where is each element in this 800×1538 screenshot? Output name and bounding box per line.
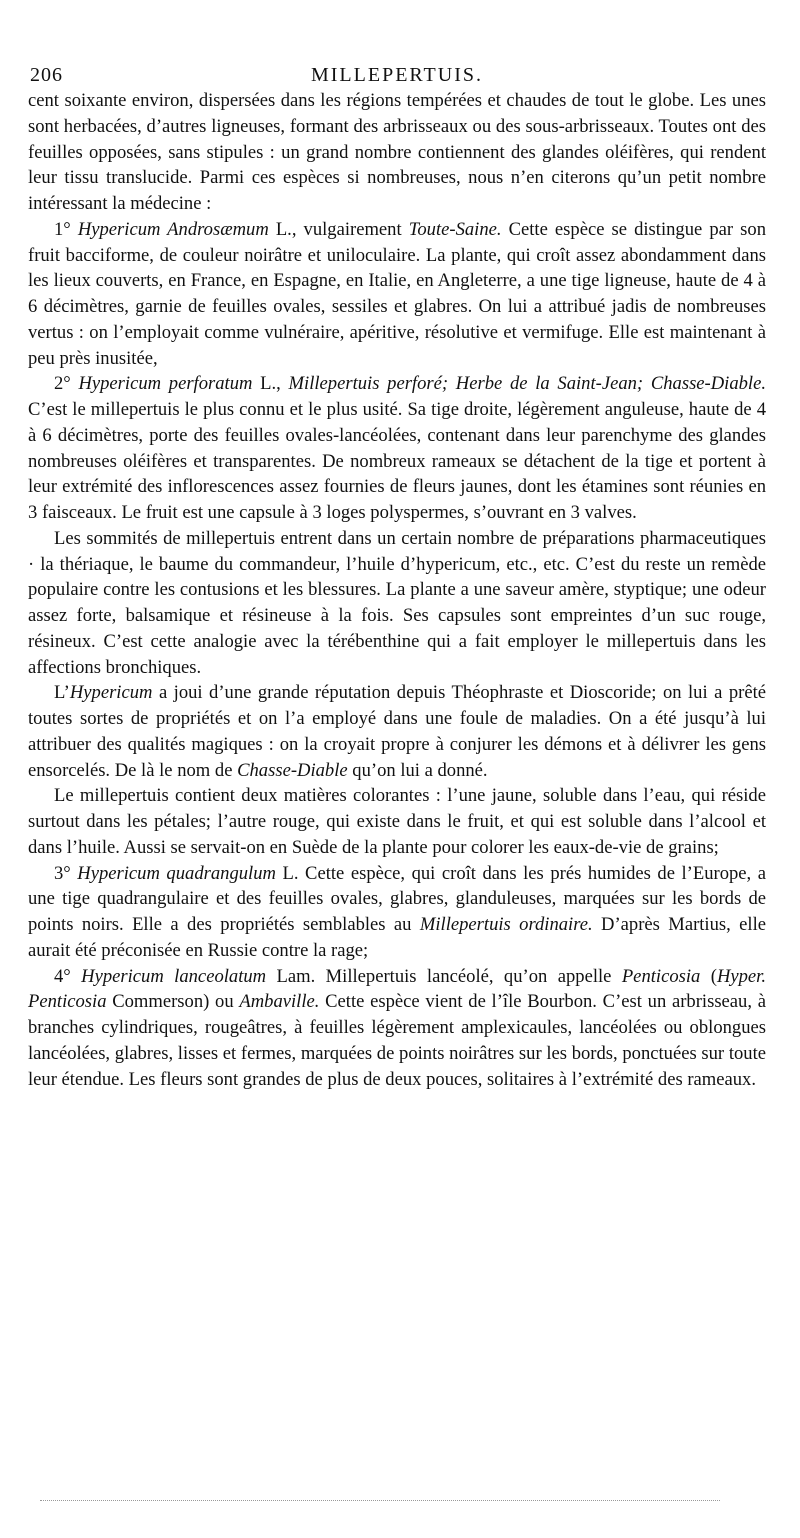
- paragraph: [28, 217, 766, 372]
- paragraph: [28, 964, 766, 1093]
- text-run: D’après Martius, elle aurait été préconisée en Russie contre la rage;: [28, 914, 767, 961]
- footer-rule: [40, 1500, 720, 1501]
- italic-text: Hyper. Penticosia: [28, 965, 766, 1013]
- italic-text: Hypericum Androsæmum: [77, 218, 269, 240]
- text-run: C’est le millepertuis le plus connu et le plus usité. Sa tige droite, légèrement anguleuse, haute de 4 à 6 décimètres, porte des feuilles ovales-lancéolées, contenant dans leur parenchyme des glandes nombreuses oléifères et transparentes. De nombreux rameaux se détachent de la tige et portent à leur extrémité des inflorescences assez fournies de fleurs jaunes, dont les étamines sont réunies en 3 faisceaux. Le fruit est une capsule à 3 loges polyspermes, s’ouvrant en 3 valves.: [28, 399, 766, 523]
- text-run: Commerson) ou: [106, 991, 240, 1013]
- text-run: Le millepertuis contient deux matières colorantes : l’une jaune, soluble dans l’eau, qui réside surtout dans les pétales; l’autre rouge, qui existe dans le fruit, et qui est soluble dans l’alcool et dans l’huile. Aussi se servait-on en Suède de la plante pour colorer les eaux-de-vie de grains;: [28, 785, 766, 858]
- paragraph: [28, 680, 766, 783]
- italic-text: Hypericum: [69, 682, 153, 704]
- paragraph: [28, 861, 766, 964]
- text-run: 3°: [54, 862, 78, 884]
- text-run: L.,: [252, 373, 289, 395]
- text-run: (: [700, 965, 717, 987]
- text-run: qu’on lui a donné.: [347, 759, 488, 781]
- italic-text: Hypericum quadrangulum: [77, 862, 276, 884]
- text-run: cent soixante environ, dispersées dans les régions tempérées et chaudes de tout le globe. Les unes sont herbacées, d’autres ligneuses, formant des arbrisseaux ou des sous-arbrisseaux. Toutes ont des feuilles opposées, sans stipules : un grand nombre contiennent des glandes oléifères, qui rendent leur tissu translucide. Parmi ces espèces si nombreuses, nous n’en citerons qu’un petit nombre intéressant la médecine :: [28, 90, 766, 214]
- italic-text: Millepertuis perforé; Herbe de la Saint-Jean; Chasse-Diable.: [288, 373, 767, 395]
- text-run: 2°: [54, 373, 79, 395]
- text-run: Les sommités de millepertuis entrent dans un certain nombre de préparations pharmaceutiques · la thériaque, le baume du commandeur, l’huile d’hypericum, etc., etc. C’est du reste un remède populaire contre les contusions et les blessures. La plante a une saveur amère, styptique; une odeur assez forte, balsamique et résineuse à la fois. Ses capsules sont empreintes d’un suc rouge, résineux. C’est cette analogie avec la térébenthine qui a fait employer le millepertuis dans les affections bronchiques.: [28, 527, 766, 678]
- paragraph: [28, 88, 766, 217]
- text-run: a joui d’une grande réputation depuis Théophraste et Dioscoride; on lui a prêté toutes sortes de propriétés et on l’a employé dans une foule de maladies. On a été jusqu’à lui attribuer des qualités magiques : on la croyait propre à conjurer les démons et à délivrer les gens ensorcelés. De là le nom de: [28, 682, 766, 781]
- text-run: 1°: [54, 218, 78, 240]
- italic-text: Hypericum perforatum: [78, 373, 253, 395]
- text-run: 4°: [54, 965, 82, 987]
- text-run: L., vulgairement: [268, 218, 409, 240]
- page: [28, 58, 766, 1092]
- italic-text: Millepertuis ordinaire.: [419, 914, 593, 935]
- italic-text: Chasse-Diable: [237, 759, 348, 781]
- running-title: MILLEPERTUIS.: [310, 64, 483, 86]
- italic-text: Ambaville.: [239, 991, 320, 1013]
- paragraph: [28, 526, 766, 681]
- page-number: 206: [30, 64, 63, 86]
- text-run: L’: [54, 682, 70, 704]
- italic-text: Hypericum lanceolatum: [81, 965, 267, 987]
- text-run: Cette espèce vient de l’île Bourbon. C’est un arbrisseau, à branches cylindriques, rougeâtres, à feuilles légèrement amplexicaules, lancéolées ou oblongues lancéolées, glabres, lisses et fermes, marquées de points noirâtres sur les bords, ponctuées sur toute leur étendue. Les fleurs sont grandes de plus de deux pouces, solitaires à l’extrémité des rameaux.: [28, 991, 766, 1090]
- paragraph: [28, 371, 766, 526]
- text-run: L. Cette espèce, qui croît dans les prés humides de l’Europe, a une tige quadrangulaire et des feuilles ovales, glabres, glanduleuses, marquées sur les bords de points noirs. Elle a des propriétés semblables au: [28, 862, 766, 935]
- paragraph: [28, 783, 766, 860]
- text-run: Lam. Millepertuis lancéolé, qu’on appelle: [266, 965, 622, 987]
- text-run: Cette espèce se distingue par son fruit bacciforme, de couleur noirâtre et uniloculaire. La plante, qui croît assez abondamment dans les lieux couverts, en France, en Espagne, en Italie, en Angleterre, a une tige ligneuse, haute de 4 à 6 décimètres, garnie de feuilles ovales, sessiles et glabres. On lui a attribué jadis de nombreuses vertus : on l’employait comme vulnéraire, apéritive, résolutive et vermifuge. Elle est maintenant à peu près inusitée,: [28, 218, 766, 369]
- body-text: [28, 88, 766, 1092]
- italic-text: Penticosia: [621, 965, 701, 987]
- italic-text: Toute-Saine.: [408, 218, 502, 240]
- page-header: [28, 58, 766, 88]
